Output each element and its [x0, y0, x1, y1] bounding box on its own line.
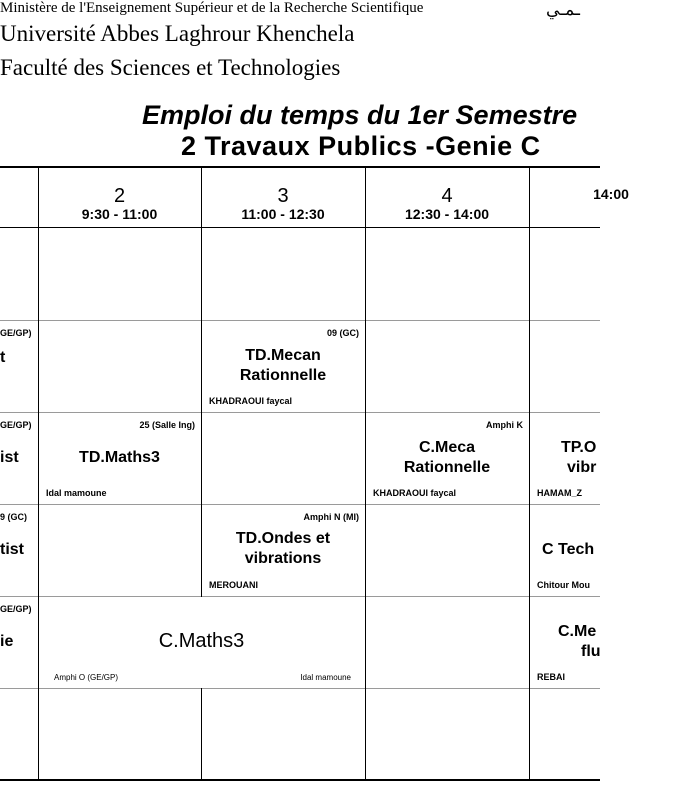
room-label: GE/GP)	[0, 604, 32, 614]
cell-r4-c4	[529, 504, 649, 596]
arabic-header-fragment: ـمـي	[546, 0, 580, 20]
column-time: 11:00 - 12:30	[241, 206, 325, 222]
course-label: ie	[0, 633, 14, 650]
room-label: Amphi O (GE/GP)	[54, 673, 119, 682]
course-label: flu	[581, 643, 601, 660]
row-divider	[0, 688, 600, 689]
schedule-title: Emploi du temps du 1er Semestre	[142, 100, 578, 130]
course-label: TD.Mecan	[245, 347, 321, 364]
table-top-border	[0, 166, 600, 168]
course-label: t	[0, 349, 6, 366]
teacher-name: Idal mamoune	[300, 673, 351, 682]
teacher-name: KHADRAOUI faycal	[209, 396, 293, 406]
room-label: Amphi K	[486, 420, 523, 430]
cell-r5-c0	[0, 596, 38, 688]
faculty-name: Faculté des Sciences et Technologies	[0, 55, 341, 80]
course-label: vibrations	[244, 550, 322, 567]
room-label: GE/GP)	[0, 328, 32, 338]
column-number: 3	[277, 185, 289, 207]
course-label: TD.Maths3	[79, 449, 160, 466]
room-label: Amphi N (MI)	[303, 512, 359, 522]
column-divider	[201, 688, 202, 780]
course-label: C Tech	[542, 541, 595, 558]
header-bottom-border	[0, 227, 600, 228]
column-header-5	[529, 186, 693, 202]
cell-r5-merged	[38, 596, 365, 688]
teacher-name: Idal mamoune	[46, 488, 107, 498]
cell-r3-c1	[38, 412, 201, 504]
course-label: TD.Ondes et	[235, 530, 331, 547]
course-label: C.Meca	[418, 439, 476, 456]
column-header-4	[365, 186, 529, 222]
table-bottom-border	[0, 779, 600, 781]
course-label: ist	[0, 449, 19, 466]
teacher-name: MEROUANI	[209, 580, 258, 590]
cell-r3-c0	[0, 412, 38, 504]
room-label: 25 (Salle Ing)	[139, 420, 195, 430]
column-header-3	[201, 186, 365, 222]
cell-r3-c4	[529, 412, 649, 504]
course-label: TP.O	[561, 439, 597, 456]
cell-r5-c4	[529, 596, 649, 688]
teacher-name: REBAI	[537, 672, 566, 682]
cell-r2-c2	[201, 320, 365, 412]
teacher-name: HAMAM_Z	[537, 488, 582, 498]
room-label: 9 (GC)	[0, 512, 27, 522]
column-time: 9:30 - 11:00	[81, 206, 158, 222]
room-label: GE/GP)	[0, 420, 32, 430]
cell-r3-c3	[365, 412, 529, 504]
ministry-line: Ministère de l'Enseignement Supérieur et de la Recherche Scientifique	[0, 0, 424, 16]
cell-r4-c2	[201, 504, 365, 596]
column-header-2	[38, 186, 201, 222]
course-label: vibr	[567, 459, 597, 476]
column-time: 14:00	[593, 186, 629, 202]
university-name: Université Abbes Laghrour Khenchela	[0, 21, 355, 46]
course-label: C.Me	[558, 623, 597, 640]
column-time: 12:30 - 14:00	[404, 206, 490, 222]
course-label: tist	[0, 541, 24, 558]
cell-r2-c0	[0, 320, 38, 412]
teacher-name: KHADRAOUI faycal	[373, 488, 457, 498]
course-label: Rationnelle	[403, 459, 491, 476]
course-label: C.Maths3	[158, 630, 245, 652]
room-label: 09 (GC)	[326, 328, 359, 338]
column-number: 2	[113, 185, 126, 207]
teacher-name: Chitour Mou	[537, 580, 590, 590]
course-label: Rationnelle	[239, 367, 327, 384]
column-number: 4	[441, 185, 453, 207]
schedule-subtitle: 2 Travaux Publics -Genie C	[181, 131, 541, 161]
cell-r4-c0	[0, 504, 38, 596]
